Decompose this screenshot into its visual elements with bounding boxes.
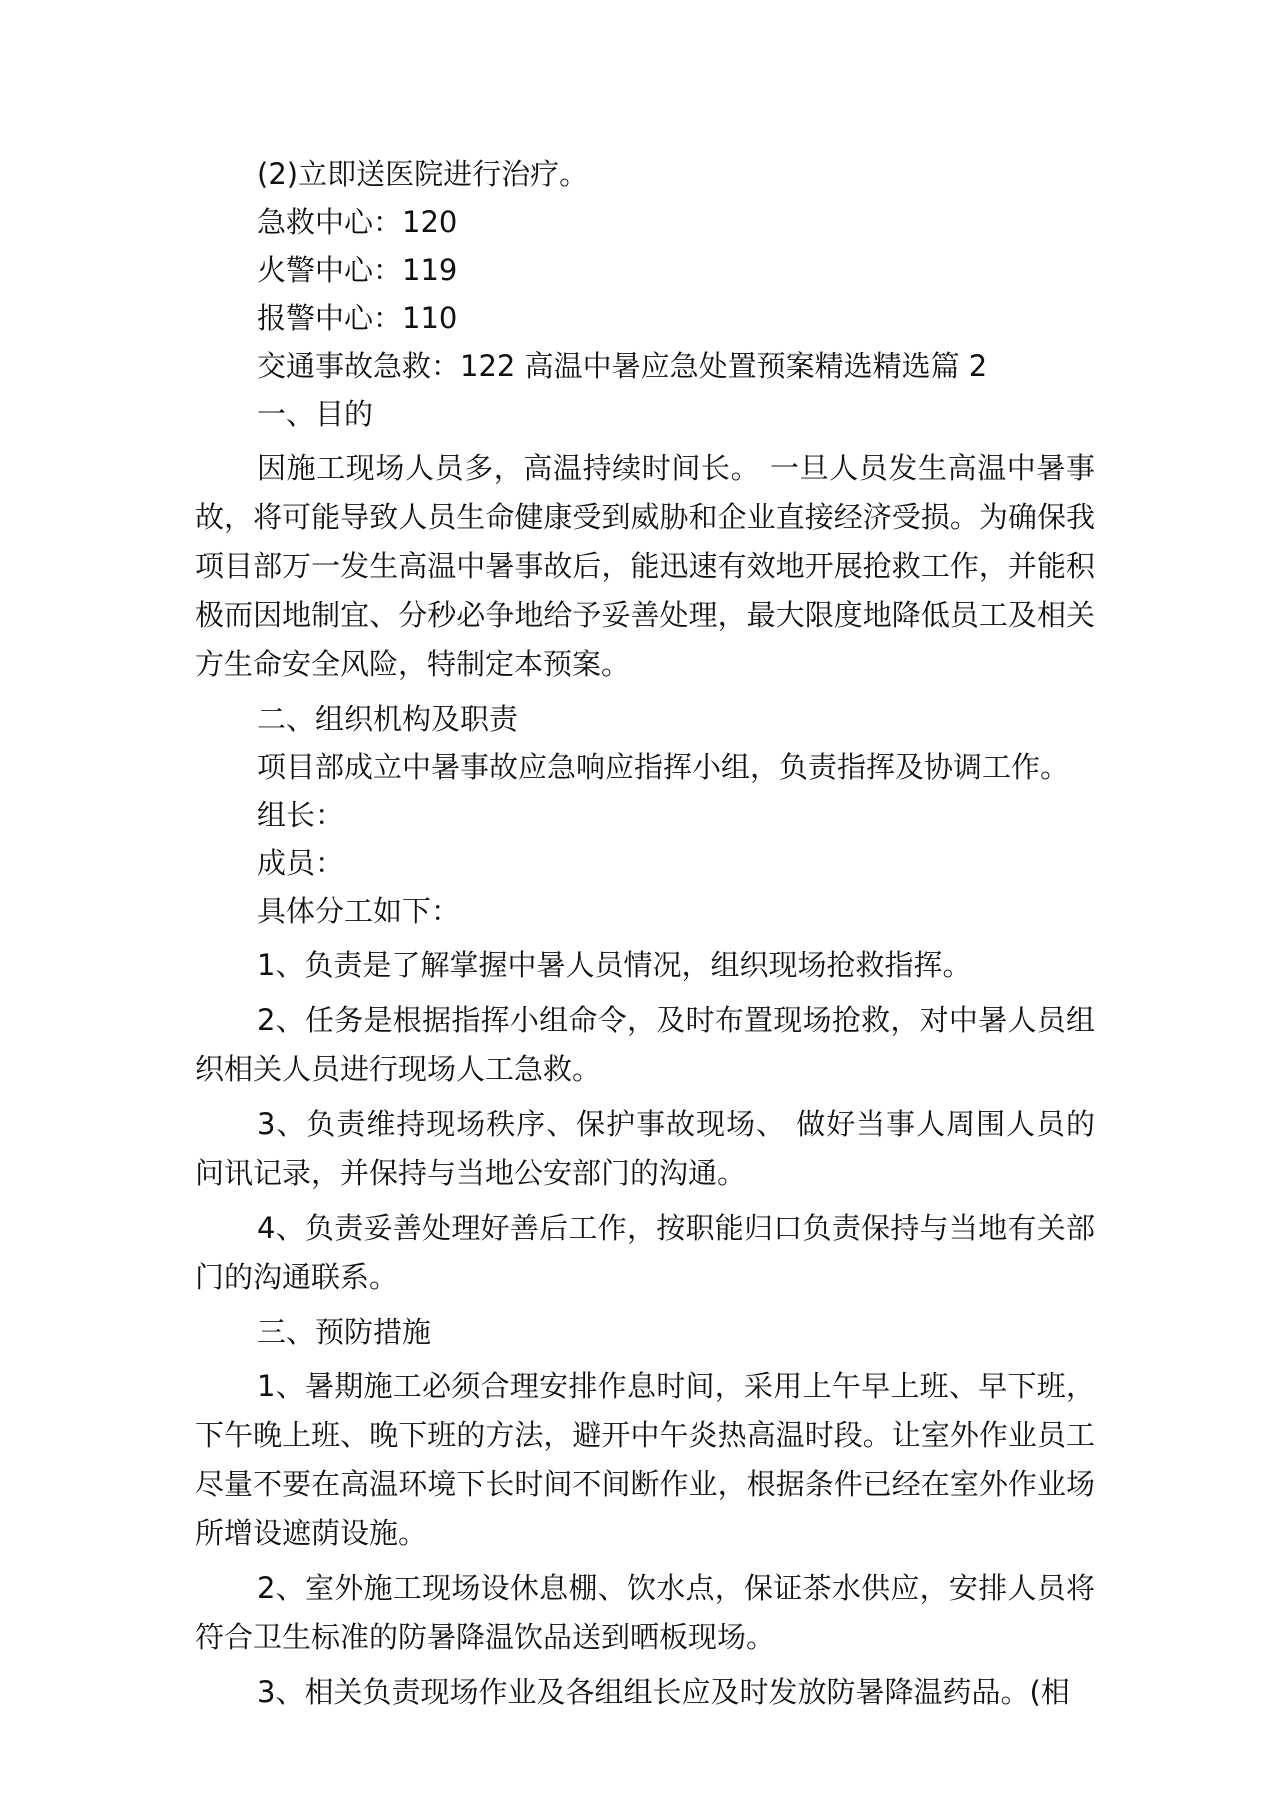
section-heading-organization: 二、组织机构及职责 xyxy=(257,702,519,736)
section-heading-purpose: 一、目的 xyxy=(257,397,374,431)
text-line-leader: 组长： xyxy=(257,798,345,832)
paragraph-duty-4: 4、负责妥善处理好善后工作，按职能归口负责保持与当地有关部门的沟通联系。 xyxy=(195,1211,1095,1294)
paragraph-purpose: 因施工现场人员多，高温持续时间长。 一旦人员发生高温中暑事故，将可能导致人员生命健康受到威胁和企业直接经济受损。为确保我项目部万一发生高温中暑事故后，能迅速有效地开展抢救工作，并能积极而因地制宜、分秒必争地给予妥善处理，最大限度地降低员工及相关方生命安全风险，特制定本预案。 xyxy=(195,451,1095,681)
paragraph-duty-2: 2、任务是根据指挥小组命令，及时布置现场抢救，对中暑人员组织相关人员进行现场人工急救。 xyxy=(195,1003,1095,1086)
text-line-hospital: (2)立即送医院进行治疗。 xyxy=(257,157,589,191)
text-line-fire-center: 火警中心：119 xyxy=(257,253,458,287)
paragraph-duty-3: 3、负责维持现场秩序、保护事故现场、 做好当事人周围人员的问讯记录，并保持与当地公安部门的沟通。 xyxy=(195,1107,1095,1190)
paragraph-duty-1: 1、负责是了解掌握中暑人员情况，组织现场抢救指挥。 xyxy=(257,948,972,982)
text-line-emergency-center: 急救中心：120 xyxy=(257,205,458,239)
text-line-organization: 项目部成立中暑事故应急响应指挥小组，负责指挥及协调工作。 xyxy=(257,750,1070,784)
paragraph-measure-3: 3、相关负责现场作业及各组组长应及时发放防暑降温药品。(相 xyxy=(257,1675,1070,1709)
section-heading-prevention: 三、预防措施 xyxy=(257,1315,432,1349)
paragraph-measure-1: 1、暑期施工必须合理安排作息时间，采用上午早上班、早下班，下午晚上班、晚下班的方法，避开中午炎热高温时段。让室外作业员工尽量不要在高温环境下长时间不间断作业，根据条件已经在室外作业场所增设遮荫设施。 xyxy=(195,1369,1095,1550)
text-line-traffic-rescue-and-title: 交通事故急救：122 高温中暑应急处置预案精选精选篇 2 xyxy=(257,349,988,383)
text-line-police-center: 报警中心：110 xyxy=(257,301,458,335)
paragraph-measure-2: 2、室外施工现场设休息棚、饮水点，保证茶水供应，安排人员将符合卫生标准的防暑降温饮品送到晒板现场。 xyxy=(195,1571,1095,1654)
text-line-members: 成员： xyxy=(257,846,345,880)
document-body xyxy=(195,150,1095,1717)
text-line-division: 具体分工如下： xyxy=(257,894,461,928)
